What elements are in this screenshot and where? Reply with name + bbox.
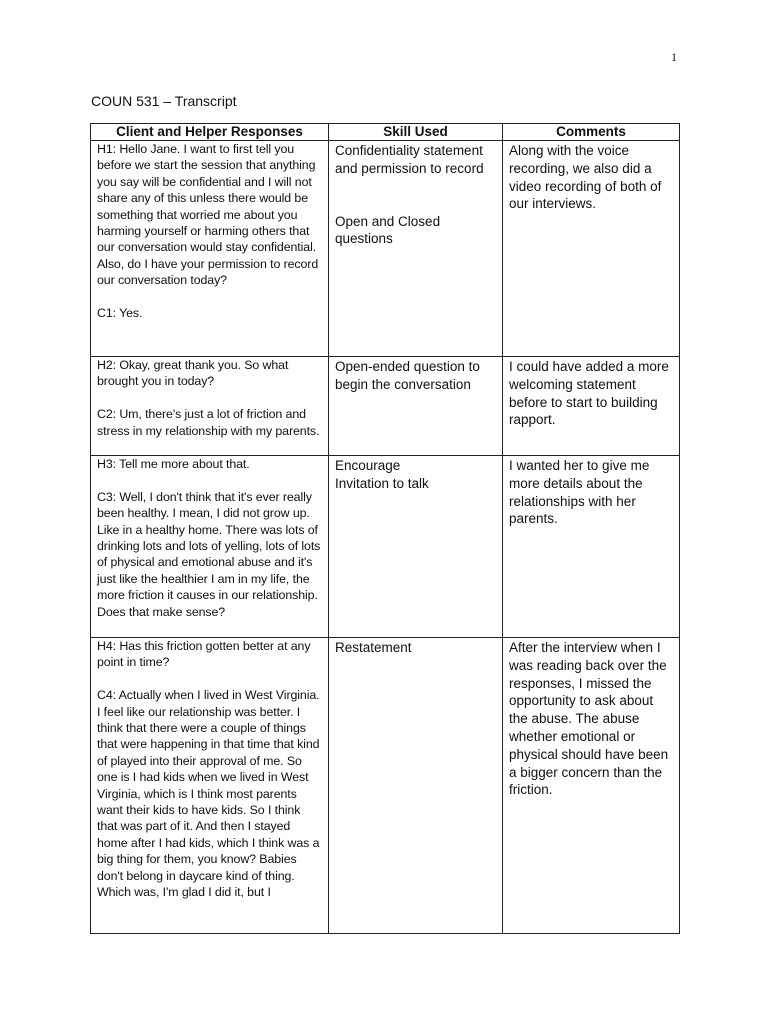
table-header-row bbox=[91, 124, 680, 141]
comment-text: Along with the voice recording, we also did a video recording of both of our interviews. bbox=[509, 143, 662, 212]
comment-text: I could have added a more welcoming statement before to start to building rapport. bbox=[509, 359, 669, 428]
exchange-cell bbox=[91, 357, 329, 456]
table-row bbox=[91, 141, 680, 357]
exchange-cell bbox=[91, 456, 329, 638]
exchange-cell bbox=[91, 141, 329, 357]
skill-cell bbox=[329, 141, 503, 357]
comment-cell bbox=[503, 141, 680, 357]
table-row bbox=[91, 456, 680, 638]
skill-label: Restatement bbox=[335, 640, 412, 655]
skill-label: Open-ended question to begin the conversation bbox=[335, 359, 480, 392]
header-client-helper-responses: Client and Helper Responses bbox=[91, 124, 329, 141]
client-response: C3: Well, I don't think that it's ever really been healthy. I mean, I did not grow up. Like in a healthy home. There was lots of drinking lots and lots of yelling, lots of lots of physical and emotional abuse and it's just like the healthier I am in my life, the more friction it causes in our relationship. Does that make sense? bbox=[97, 489, 321, 619]
skill-cell bbox=[329, 357, 503, 456]
comment-cell bbox=[503, 456, 680, 638]
transcript-table bbox=[90, 123, 680, 934]
skill-cell bbox=[329, 638, 503, 934]
skill-label: Invitation to talk bbox=[335, 475, 429, 491]
client-response: C1: Yes. bbox=[97, 306, 143, 321]
page-number: 1 bbox=[671, 50, 677, 64]
skill-label: Encourage bbox=[335, 458, 401, 473]
exchange-cell bbox=[91, 638, 329, 934]
table-row bbox=[91, 357, 680, 456]
helper-response: H1: Hello Jane. I want to first tell you before we start the session that anything you say will be confidential and I will not share any of this unless there would be something that worried me about you harming yourself or harming others that our conversation would stay confidential. Also, do I have your permission to record our conversation today? bbox=[97, 142, 319, 288]
comment-text: I wanted her to give me more details about the relationships with her parents. bbox=[509, 458, 650, 527]
skill-label: Open and Closed questions bbox=[335, 213, 441, 247]
client-response: C2: Um, there's just a lot of friction and stress in my relationship with my parents. bbox=[97, 407, 320, 438]
helper-response: H2: Okay, great thank you. So what brought you in today? bbox=[97, 358, 289, 389]
comment-text: After the interview when I was reading back over the responses, I missed the opportunity to ask about the abuse. The abuse whether emotional or physical should have been a bigger concern than the friction. bbox=[509, 640, 669, 798]
helper-response: H4: Has this friction gotten better at any point in time? bbox=[97, 639, 311, 670]
client-response: C4: Actually when I lived in West Virginia. I feel like our relationship was better. I think that there were a couple of things that were happening in that time that kind of played into their approval of me. So one is I had kids when we lived in West Virginia, which is I think most parents want their kids to have kids. So I think that was part of it. And then I stayed home after I had kids, which I think was a big thing for them, you know? Babies don't belong in daycare kind of thing. Which was, I'm glad I did it, but I bbox=[97, 688, 320, 900]
comment-cell bbox=[503, 357, 680, 456]
header-comments: Comments bbox=[503, 124, 680, 141]
document-title: COUN 531 – Transcript bbox=[91, 93, 237, 109]
header-skill-used: Skill Used bbox=[329, 124, 503, 141]
comment-cell bbox=[503, 638, 680, 934]
table-row bbox=[91, 638, 680, 934]
skill-cell bbox=[329, 456, 503, 638]
helper-response: H3: Tell me more about that. bbox=[97, 457, 250, 471]
skill-label: Confidentiality statement and permission to record bbox=[335, 143, 484, 176]
